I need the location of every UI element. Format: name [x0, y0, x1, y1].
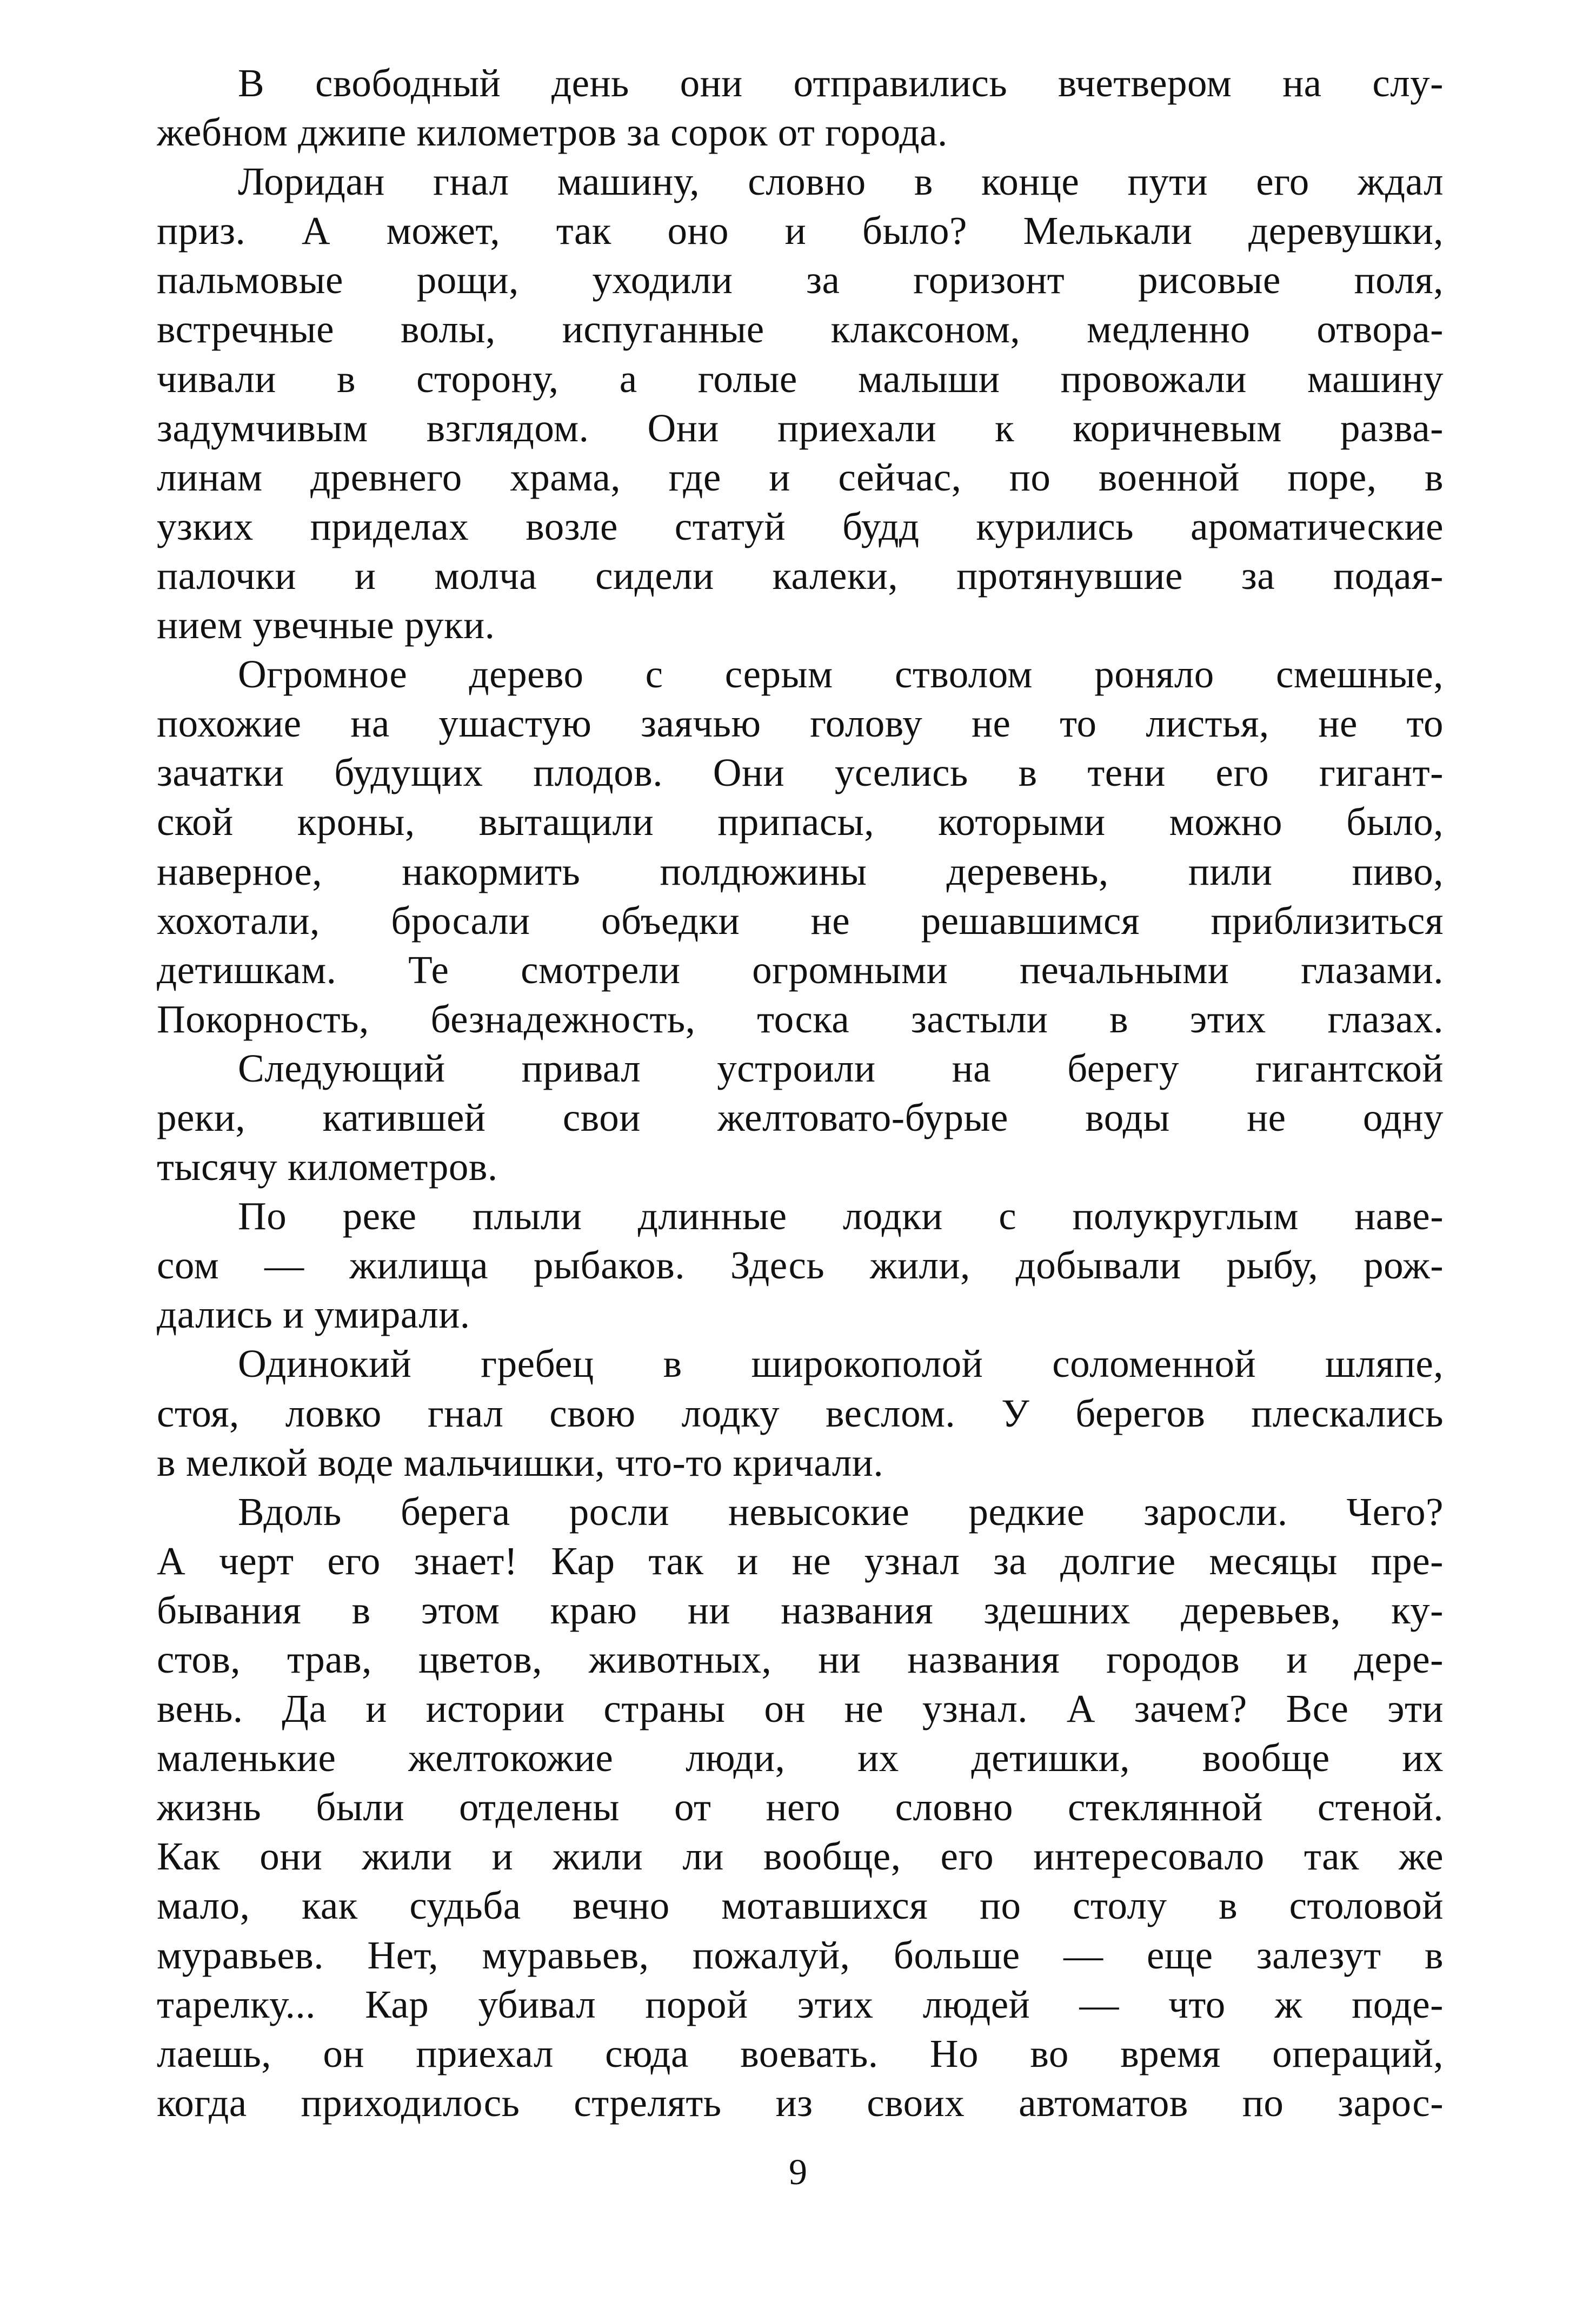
text-line: маленькие желтокожие люди, их детишки, вообще их — [157, 1736, 1444, 1780]
text-line: реки, катившей свои желтовато-бурые воды не одну — [157, 1095, 1444, 1139]
text-line: лаешь, он приехал сюда воевать. Но во время операций, — [157, 2031, 1444, 2075]
text-line: тарелку... Кар убивал порой этих людей — что ж поде- — [157, 1982, 1444, 2026]
text-line: мало, как судьба вечно мотавшихся по столу в столовой — [157, 1884, 1444, 1928]
text-line: ской кроны, вытащили припасы, которыми можно было, — [157, 800, 1444, 844]
text-line: наверное, накормить полдюжины деревень, пили пиво, — [157, 849, 1444, 893]
text-line: Следующий привал устроили на берегу гигантской — [238, 1046, 1444, 1090]
text-line: вень. Да и истории страны он не узнал. А зачем? Все эти — [157, 1687, 1444, 1731]
text-line: Одинокий гребец в широкополой соломенной шляпе, — [238, 1342, 1444, 1386]
text-line: жебном джипе километров за сорок от города. — [157, 110, 948, 155]
text-line: дались и умирали. — [157, 1292, 470, 1337]
text-line: Как они жили и жили ли вообще, его интересовало так же — [157, 1834, 1444, 1879]
text-line: чивали в сторону, а голые малыши провожали машину — [157, 356, 1444, 401]
text-line: Покорность, безнадежность, тоска застыли в этих глазах. — [157, 997, 1444, 1041]
text-line: встречные волы, испуганные клаксоном, медленно отвора- — [157, 307, 1444, 352]
text-line: пальмовые рощи, уходили за горизонт рисовые поля, — [157, 258, 1444, 302]
text-line: стоя, ловко гнал свою лодку веслом. У берегов плескались — [157, 1391, 1444, 1435]
text-line: палочки и молча сидели калеки, протянувшие за подая- — [157, 553, 1444, 598]
text-line: зачатки будущих плодов. Они уселись в тени его гигант- — [157, 751, 1444, 795]
text-line: По реке плыли длинные лодки с полукруглым наве- — [238, 1194, 1444, 1238]
text-line: детишкам. Те смотрели огромными печальными глазами. — [157, 947, 1444, 992]
text-line: хохотали, бросали объедки не решавшимся приблизиться — [157, 898, 1444, 943]
text-line: узких приделах возле статуй будд курились ароматические — [157, 504, 1444, 548]
text-line: когда приходилось стрелять из своих автоматов по зарос- — [157, 2080, 1444, 2125]
text-line: в мелкой воде мальчишки, что-то кричали. — [157, 1440, 884, 1484]
text-line: Лоридан гнал машину, словно в конце пути его ждал — [238, 160, 1444, 204]
text-line: бывания в этом краю ни названия здешних деревьев, ку- — [157, 1588, 1444, 1632]
text-line: стов, трав, цветов, животных, ни названия городов и дере- — [157, 1637, 1444, 1681]
text-line: жизнь были отделены от него словно стеклянной стеной. — [157, 1785, 1444, 1829]
text-line: муравьев. Нет, муравьев, пожалуй, больше — еще залезут в — [157, 1933, 1444, 1977]
text-line: нием увечные руки. — [157, 603, 495, 647]
text-line: похожие на ушастую заячью голову не то листья, не то — [157, 701, 1444, 746]
text-line: А черт его знает! Кар так и не узнал за долгие месяцы пре- — [157, 1539, 1444, 1583]
body-text — [157, 58, 1444, 2127]
text-line: задумчивым взглядом. Они приехали к коричневым разва- — [157, 406, 1444, 450]
text-line: В свободный день они отправились вчетвером на слу- — [238, 61, 1444, 105]
page-number: 9 — [789, 2151, 807, 2192]
text-line: Вдоль берега росли невысокие редкие заросли. Чего? — [238, 1489, 1444, 1534]
text-line: линам древнего храма, где и сейчас, по военной поре, в — [157, 455, 1444, 499]
text-line: сом — жилища рыбаков. Здесь жили, добывали рыбу, рож- — [157, 1243, 1444, 1288]
text-line: Огромное дерево с серым стволом роняло смешные, — [238, 652, 1444, 697]
text-line: приз. А может, так оно и было? Мелькали деревушки, — [157, 209, 1444, 253]
text-line: тысячу километров. — [157, 1145, 498, 1189]
